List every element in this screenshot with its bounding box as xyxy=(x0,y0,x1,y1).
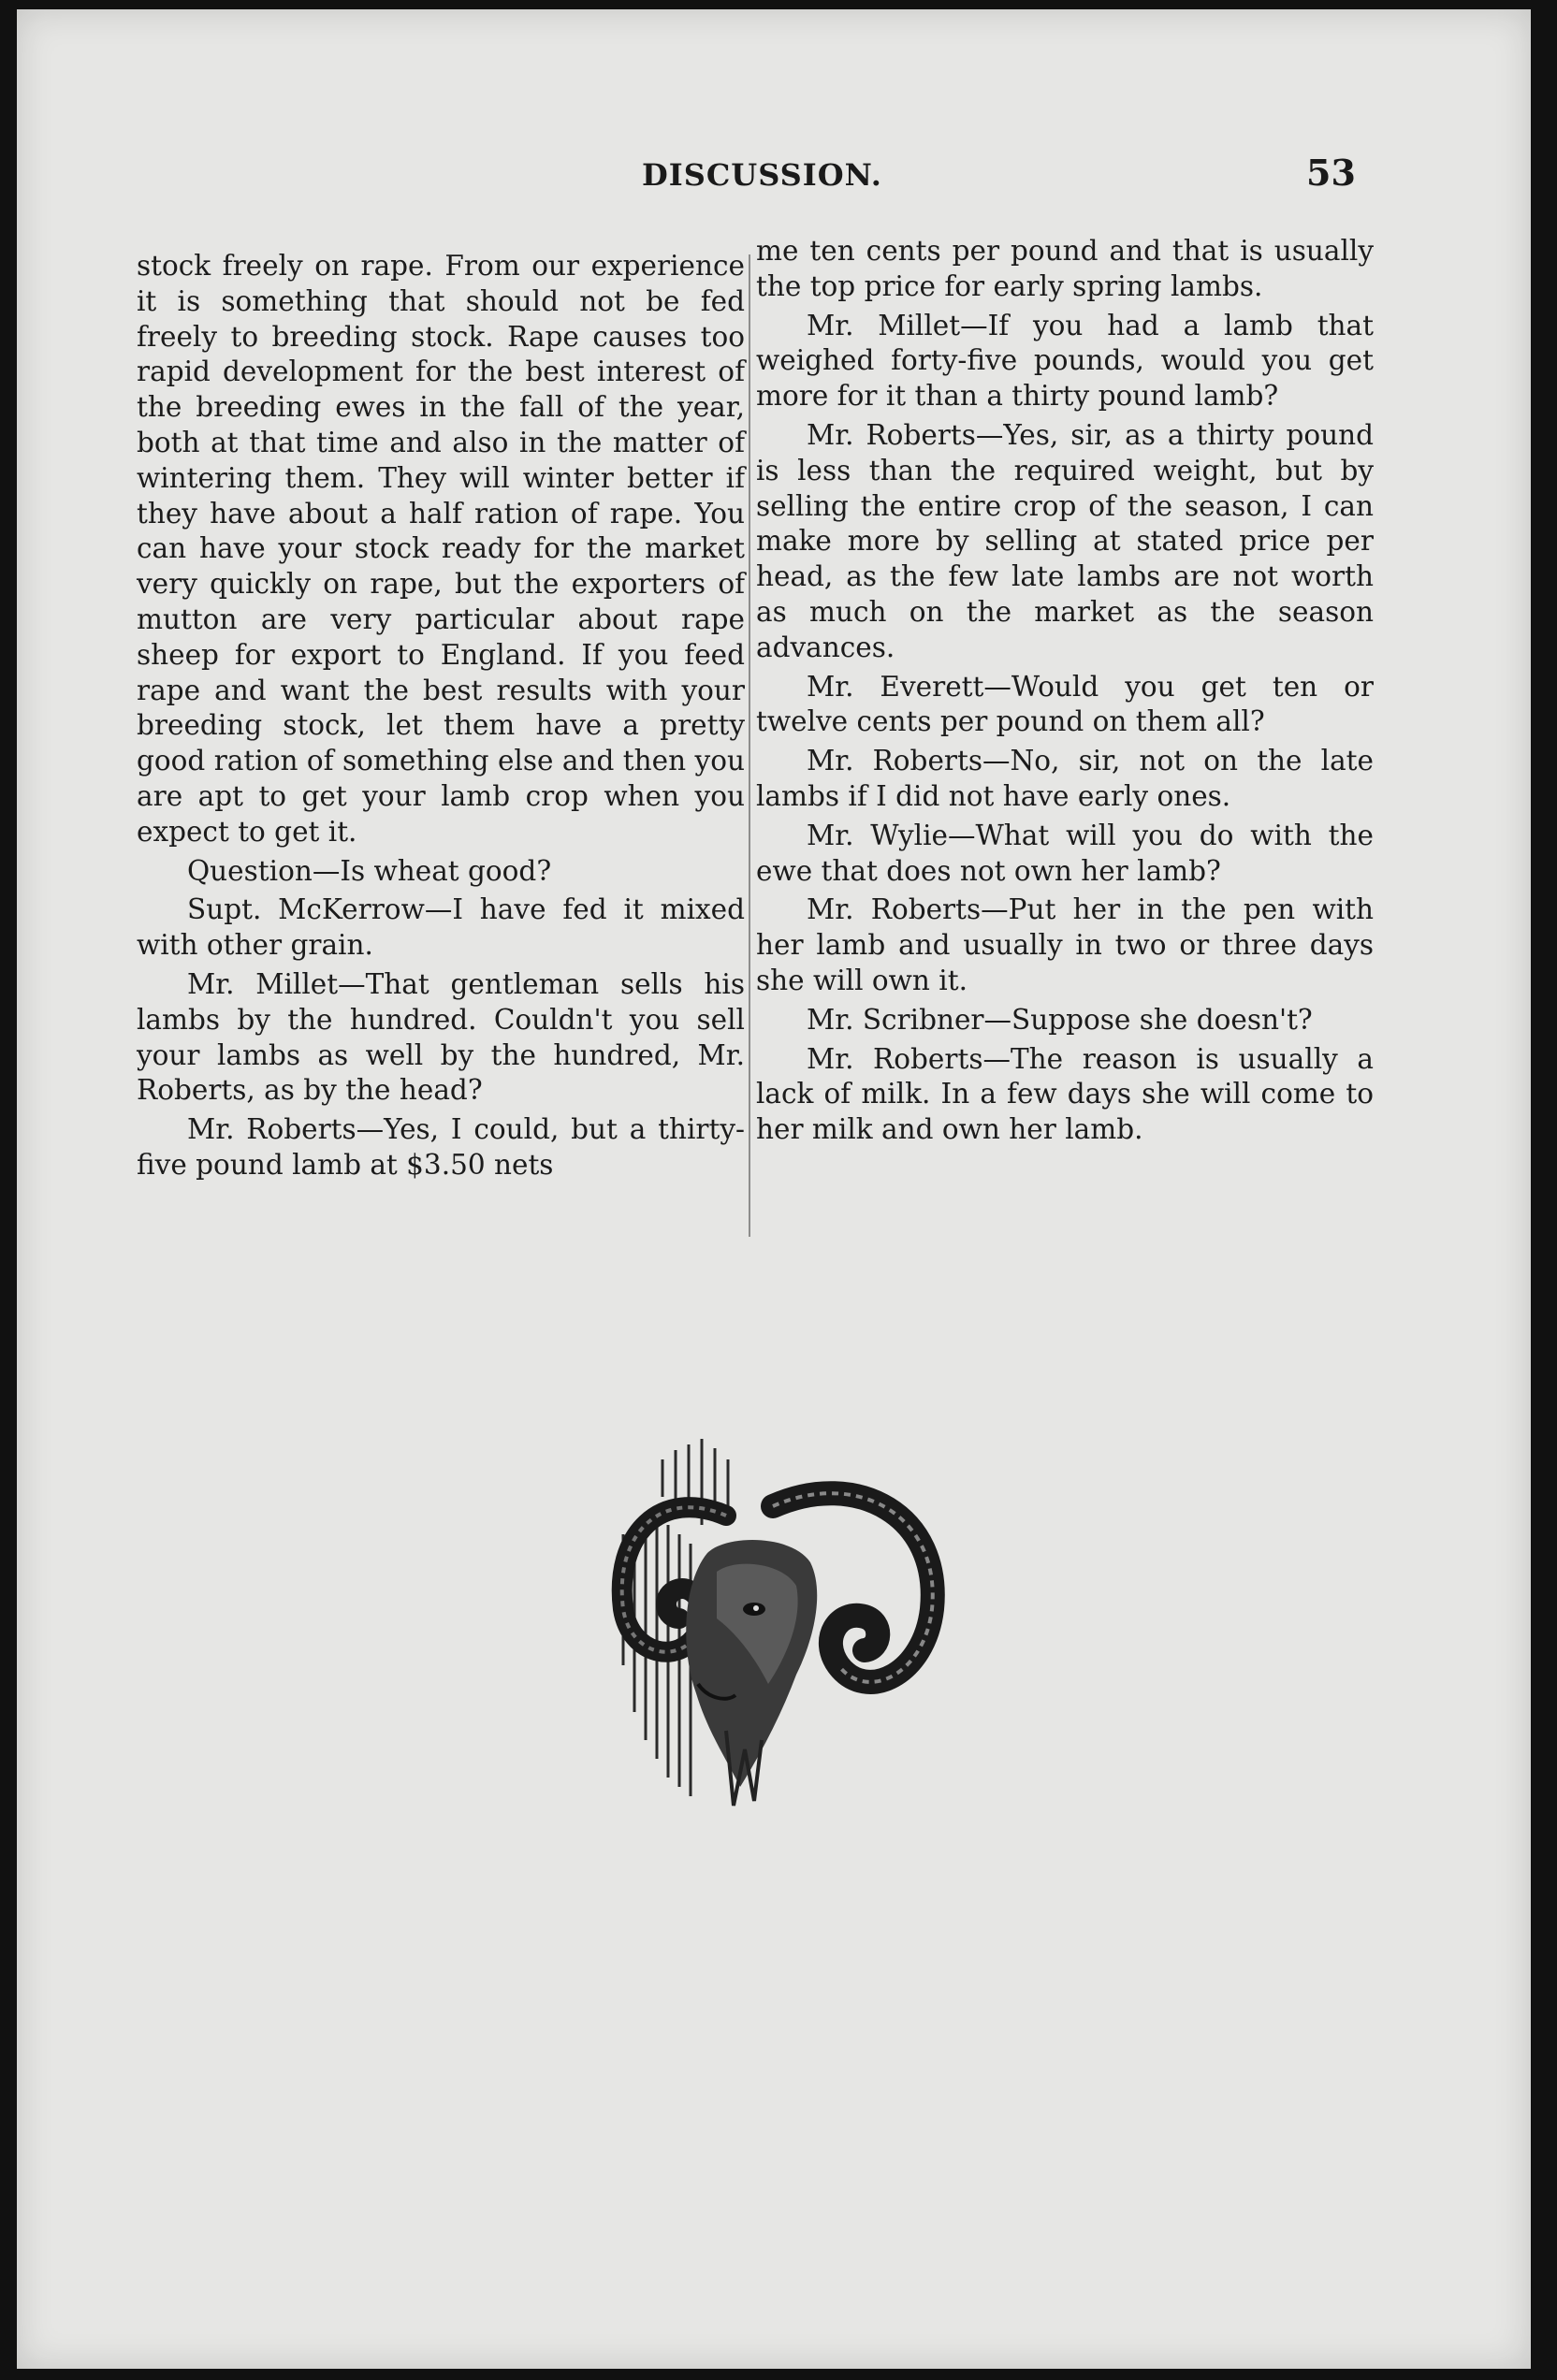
book-page xyxy=(17,9,1531,2369)
paragraph: Mr. Everett—Would you get ten or twelve cents per pound on them all? xyxy=(756,670,1374,738)
column-rule xyxy=(749,254,750,1237)
ram-head-icon xyxy=(586,1431,960,1824)
running-header xyxy=(17,152,1531,208)
paragraph: Mr. Roberts—No, sir, not on the late lambs if I did not have early ones. xyxy=(756,745,1374,812)
page-number: 53 xyxy=(1306,152,1356,194)
page-title: DISCUSSION. xyxy=(642,157,882,193)
paragraph: me ten cents per pound and that is usually the top price for early spring lambs. xyxy=(756,235,1374,302)
paragraph: Mr. Roberts—Put her in the pen with her lamb and usually in two or three days she will own it. xyxy=(756,893,1374,996)
paragraph: Mr. Wylie—What will you do with the ewe that does not own her lamb? xyxy=(756,819,1374,887)
paragraph: Mr. Scribner—Suppose she doesn't? xyxy=(807,1003,1313,1036)
paragraph: Mr. Roberts—The reason is usually a lack of milk. In a few days she will come to her milk and own her lamb. xyxy=(756,1042,1374,1146)
paragraph: Mr. Roberts—Yes, I could, but a thirty-five pound lamb at $3.50 nets xyxy=(137,1113,745,1181)
right-column xyxy=(756,234,1374,1148)
paragraph: Mr. Millet—If you had a lamb that weighed forty-five pounds, would you get more for it than a thirty pound lamb? xyxy=(756,309,1374,413)
paragraph: Mr. Millet—That gentleman sells his lambs by the hundred. Couldn't you sell your lambs as well by the hundred, Mr. Roberts, as by the head? xyxy=(137,967,745,1107)
paragraph: Supt. McKerrow—I have fed it mixed with other grain. xyxy=(137,893,745,962)
paragraph: Mr. Roberts—Yes, sir, as a thirty pound is less than the required weight, but by selling the entire crop of the season, I can make more by selling at stated price per head, as the few late lambs are not worth as much on the market as the season advances. xyxy=(756,418,1374,663)
paragraph: stock freely on rape. From our experience it is something that should not be fed freely to breeding stock. Rape causes too rapid development for the best interest of the breeding ewes in the fall of the year, both at that time and also in the matter of wintering them. They will winter better if they have about a half ration of rape. You can have your stock ready for the market very quickly on rape, but the exporters of mutton are very particular about rape sheep for export to England. If you feed rape and want the best results with your breeding stock, let them have a pretty good ration of something else and then you are apt to get your lamb crop when you expect to get it. xyxy=(137,250,745,848)
paragraph: Question—Is wheat good? xyxy=(187,854,552,887)
left-column xyxy=(137,249,745,1183)
